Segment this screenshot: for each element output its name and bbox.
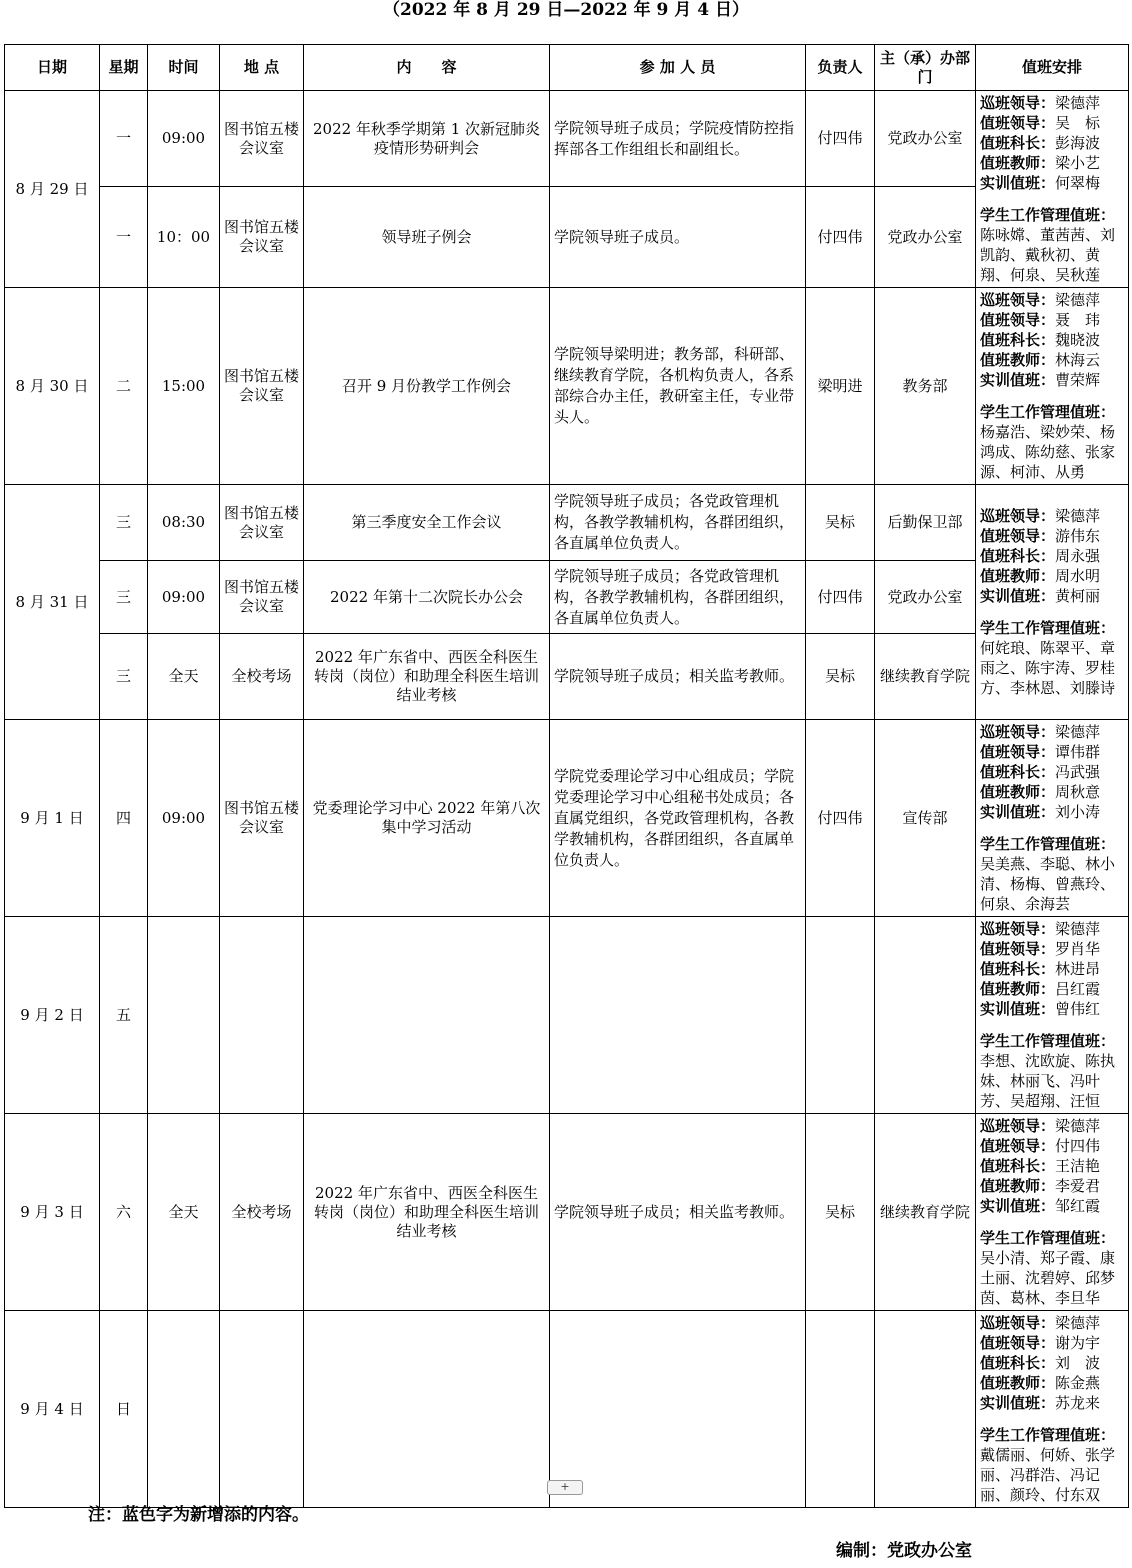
duty-line: 实训值班：苏龙来 (980, 1394, 1101, 1412)
schedule-date-range: （2022 年 8 月 29 日—2022 年 9 月 4 日） (383, 0, 749, 20)
participants-cell: 学院领导班子成员；学院疫情防控指挥部各工作组组长和副组长。 (550, 91, 806, 187)
owner-cell: 吴标 (806, 485, 875, 561)
duty-line: 值班领导：游伟东 (980, 527, 1101, 545)
duty-line: 值班科长：林进昂 (980, 960, 1101, 978)
participants-cell (550, 917, 806, 1114)
weekday-cell: 二 (100, 288, 148, 485)
weekday-cell: 一 (100, 91, 148, 187)
table-row (5, 187, 1129, 288)
date-cell: 8 月 29 日 (5, 91, 100, 288)
duty-line: 值班科长：王洁艳 (980, 1157, 1101, 1175)
participants-cell: 学院领导班子成员；各党政管理机构，各教学教辅机构，各群团组织，各直属单位负责人。 (550, 561, 806, 634)
duty-line: 值班科长：周永强 (980, 547, 1101, 565)
time-cell: 09:00 (148, 720, 220, 917)
date-cell: 8 月 30 日 (5, 288, 100, 485)
dept-cell: 继续教育学院 (875, 634, 976, 720)
duty-line: 巡班领导：梁德萍 (980, 94, 1101, 112)
participants-cell: 学院党委理论学习中心组成员；学院党委理论学习中心组秘书处成员；各直属党组织，各党政管理机构，各教学教辅机构，各群团组织，各直属单位负责人。 (550, 720, 806, 917)
owner-cell: 付四伟 (806, 720, 875, 917)
dept-cell: 后勤保卫部 (875, 485, 976, 561)
weekday-cell: 一 (100, 187, 148, 288)
table-row (5, 1311, 1129, 1508)
duty-cell (976, 485, 1129, 720)
duty-line: 值班科长：彭海波 (980, 134, 1101, 152)
date-cell: 9 月 1 日 (5, 720, 100, 917)
dept-cell: 宣传部 (875, 720, 976, 917)
weekday-cell: 四 (100, 720, 148, 917)
duty-line: 值班教师：吕红霞 (980, 980, 1101, 998)
header-content: 内 容 (304, 45, 550, 91)
header-owner: 负责人 (806, 45, 875, 91)
time-cell (148, 1311, 220, 1508)
duty-line: 实训值班：黄柯丽 (980, 587, 1101, 605)
participants-cell: 学院领导梁明进；教务部，科研部、继续教育学院，各机构负责人，各系部综合办主任，教研室主任，专业带头人。 (550, 288, 806, 485)
weekday-cell: 五 (100, 917, 148, 1114)
owner-cell: 梁明进 (806, 288, 875, 485)
date-cell: 9 月 4 日 (5, 1311, 100, 1508)
weekday-cell: 日 (100, 1311, 148, 1508)
owner-cell: 吴标 (806, 634, 875, 720)
place-cell: 图书馆五楼会议室 (220, 485, 304, 561)
duty-cell (976, 1114, 1129, 1311)
duty-cell (976, 720, 1129, 917)
duty-line: 巡班领导：梁德萍 (980, 723, 1101, 741)
owner-cell: 付四伟 (806, 91, 875, 187)
add-row-button[interactable]: + (547, 1480, 583, 1495)
duty-line: 值班科长：刘 波 (980, 1354, 1101, 1372)
content-cell: 第三季度安全工作会议 (304, 485, 550, 561)
table-row (5, 720, 1129, 917)
date-cell: 8 月 31 日 (5, 485, 100, 720)
dept-cell (875, 1311, 976, 1508)
owner-cell (806, 917, 875, 1114)
time-cell: 10：00 (148, 187, 220, 288)
table-row (5, 91, 1129, 187)
table-row (5, 634, 1129, 720)
duty-line: 巡班领导：梁德萍 (980, 1314, 1101, 1332)
duty-line: 实训值班：曾伟红 (980, 1000, 1101, 1018)
table-row (5, 917, 1129, 1114)
time-cell: 09:00 (148, 561, 220, 634)
content-cell: 党委理论学习中心 2022 年第八次集中学习活动 (304, 720, 550, 917)
duty-line: 值班教师：周水明 (980, 567, 1101, 585)
owner-cell: 付四伟 (806, 187, 875, 288)
date-cell: 9 月 3 日 (5, 1114, 100, 1311)
dept-cell (875, 917, 976, 1114)
student-duty-names: 吴小清、郑子霞、康土丽、沈碧婷、邱梦茵、葛林、李旦华 (980, 1249, 1116, 1307)
duty-line: 值班领导：聂 玮 (980, 311, 1101, 329)
participants-cell: 学院领导班子成员；各党政管理机构，各教学教辅机构，各群团组织，各直属单位负责人。 (550, 485, 806, 561)
footnote: 注：蓝色字为新增添的内容。 (88, 1505, 309, 1525)
duty-line: 实训值班：曹荣辉 (980, 371, 1101, 389)
content-cell: 领导班子例会 (304, 187, 550, 288)
header-dept: 主（承）办部 门 (875, 45, 976, 91)
header-place: 地 点 (220, 45, 304, 91)
duty-line: 实训值班：何翠梅 (980, 174, 1101, 192)
student-duty-names: 陈咏嫦、董茜茜、刘凯韵、戴秋初、黄翔、何泉、吴秋莲 (980, 226, 1116, 284)
weekday-cell: 三 (100, 561, 148, 634)
place-cell: 全校考场 (220, 634, 304, 720)
date-cell: 9 月 2 日 (5, 917, 100, 1114)
time-cell: 全天 (148, 1114, 220, 1311)
time-cell (148, 917, 220, 1114)
place-cell: 图书馆五楼会议室 (220, 720, 304, 917)
student-duty-title: 学生工作管理值班： (980, 403, 1116, 421)
time-cell: 08:30 (148, 485, 220, 561)
owner-cell (806, 1311, 875, 1508)
header-duty: 值班安排 (976, 45, 1129, 91)
duty-cell (976, 91, 1129, 288)
duty-line: 值班领导：付四伟 (980, 1137, 1101, 1155)
duty-line: 值班领导：吴 标 (980, 114, 1101, 132)
student-duty-title: 学生工作管理值班： (980, 1229, 1116, 1247)
duty-line: 值班科长：魏晓波 (980, 331, 1101, 349)
table-row (5, 1114, 1129, 1311)
header-date: 日期 (5, 45, 100, 91)
place-cell (220, 917, 304, 1114)
place-cell: 图书馆五楼会议室 (220, 187, 304, 288)
duty-line: 值班领导：谢为宇 (980, 1334, 1101, 1352)
time-cell: 09:00 (148, 91, 220, 187)
student-duty-names: 何姹琅、陈翠平、章雨之、陈宇涛、罗桂方、李林恩、刘滕诗 (980, 639, 1116, 697)
content-cell: 2022 年秋季学期第 1 次新冠肺炎疫情形势研判会 (304, 91, 550, 187)
table-header-row (5, 45, 1129, 91)
content-cell (304, 917, 550, 1114)
dept-cell: 党政办公室 (875, 561, 976, 634)
place-cell: 图书馆五楼会议室 (220, 288, 304, 485)
place-cell: 图书馆五楼会议室 (220, 561, 304, 634)
table-row (5, 288, 1129, 485)
place-cell (220, 1311, 304, 1508)
duty-line: 值班领导：谭伟群 (980, 743, 1101, 761)
owner-cell: 付四伟 (806, 561, 875, 634)
duty-line: 值班教师：林海云 (980, 351, 1101, 369)
duty-line: 巡班领导：梁德萍 (980, 507, 1101, 525)
compiled-by: 编制：党政办公室 (836, 1541, 972, 1561)
duty-line: 值班科长：冯武强 (980, 763, 1101, 781)
student-duty-names: 戴儒丽、何娇、张学丽、冯群浩、冯记丽、颜玲、付东双 (980, 1446, 1116, 1504)
table-row (5, 485, 1129, 561)
student-duty-title: 学生工作管理值班： (980, 1426, 1116, 1444)
participants-cell: 学院领导班子成员；相关监考教师。 (550, 1114, 806, 1311)
duty-line: 值班教师：梁小艺 (980, 154, 1101, 172)
weekly-schedule-table (4, 44, 1129, 1508)
owner-cell: 吴标 (806, 1114, 875, 1311)
participants-cell: 学院领导班子成员；相关监考教师。 (550, 634, 806, 720)
header-time: 时间 (148, 45, 220, 91)
duty-line: 值班教师：周秋意 (980, 783, 1101, 801)
weekday-cell: 三 (100, 634, 148, 720)
student-duty-title: 学生工作管理值班： (980, 1032, 1116, 1050)
content-cell: 2022 年广东省中、西医全科医生转岗（岗位）和助理全科医生培训结业考核 (304, 1114, 550, 1311)
participants-cell: 学院领导班子成员。 (550, 187, 806, 288)
student-duty-names: 杨嘉浩、梁妙荣、杨鸿成、陈幼慈、张家源、柯沛、从勇 (980, 423, 1116, 481)
duty-line: 巡班领导：梁德萍 (980, 1117, 1101, 1135)
content-cell (304, 1311, 550, 1508)
content-cell: 召开 9 月份教学工作例会 (304, 288, 550, 485)
header-participants: 参 加 人 员 (550, 45, 806, 91)
time-cell: 15:00 (148, 288, 220, 485)
duty-line: 实训值班：邹红霞 (980, 1197, 1101, 1215)
duty-line: 实训值班：刘小涛 (980, 803, 1101, 821)
participants-cell (550, 1311, 806, 1508)
duty-cell (976, 1311, 1129, 1508)
content-cell: 2022 年广东省中、西医全科医生转岗（岗位）和助理全科医生培训结业考核 (304, 634, 550, 720)
student-duty-names: 李想、沈欧旋、陈执妹、林丽飞、冯叶芳、吴超翔、汪恒 (980, 1052, 1116, 1110)
student-duty-title: 学生工作管理值班： (980, 619, 1116, 637)
place-cell: 图书馆五楼会议室 (220, 91, 304, 187)
duty-line: 值班教师：李爱君 (980, 1177, 1101, 1195)
header-weekday: 星期 (100, 45, 148, 91)
duty-cell (976, 917, 1129, 1114)
student-duty-names: 吴美燕、李聪、林小清、杨梅、曾燕玲、何泉、余海芸 (980, 855, 1116, 913)
weekday-cell: 六 (100, 1114, 148, 1311)
student-duty-title: 学生工作管理值班： (980, 835, 1116, 853)
dept-cell: 党政办公室 (875, 187, 976, 288)
place-cell: 全校考场 (220, 1114, 304, 1311)
duty-line: 值班教师：陈金燕 (980, 1374, 1101, 1392)
duty-line: 巡班领导：梁德萍 (980, 920, 1101, 938)
time-cell: 全天 (148, 634, 220, 720)
content-cell: 2022 年第十二次院长办公会 (304, 561, 550, 634)
table-row (5, 561, 1129, 634)
dept-cell: 继续教育学院 (875, 1114, 976, 1311)
student-duty-title: 学生工作管理值班： (980, 206, 1116, 224)
duty-line: 巡班领导：梁德萍 (980, 291, 1101, 309)
duty-cell (976, 288, 1129, 485)
weekday-cell: 三 (100, 485, 148, 561)
dept-cell: 教务部 (875, 288, 976, 485)
dept-cell: 党政办公室 (875, 91, 976, 187)
duty-line: 值班领导：罗肖华 (980, 940, 1101, 958)
